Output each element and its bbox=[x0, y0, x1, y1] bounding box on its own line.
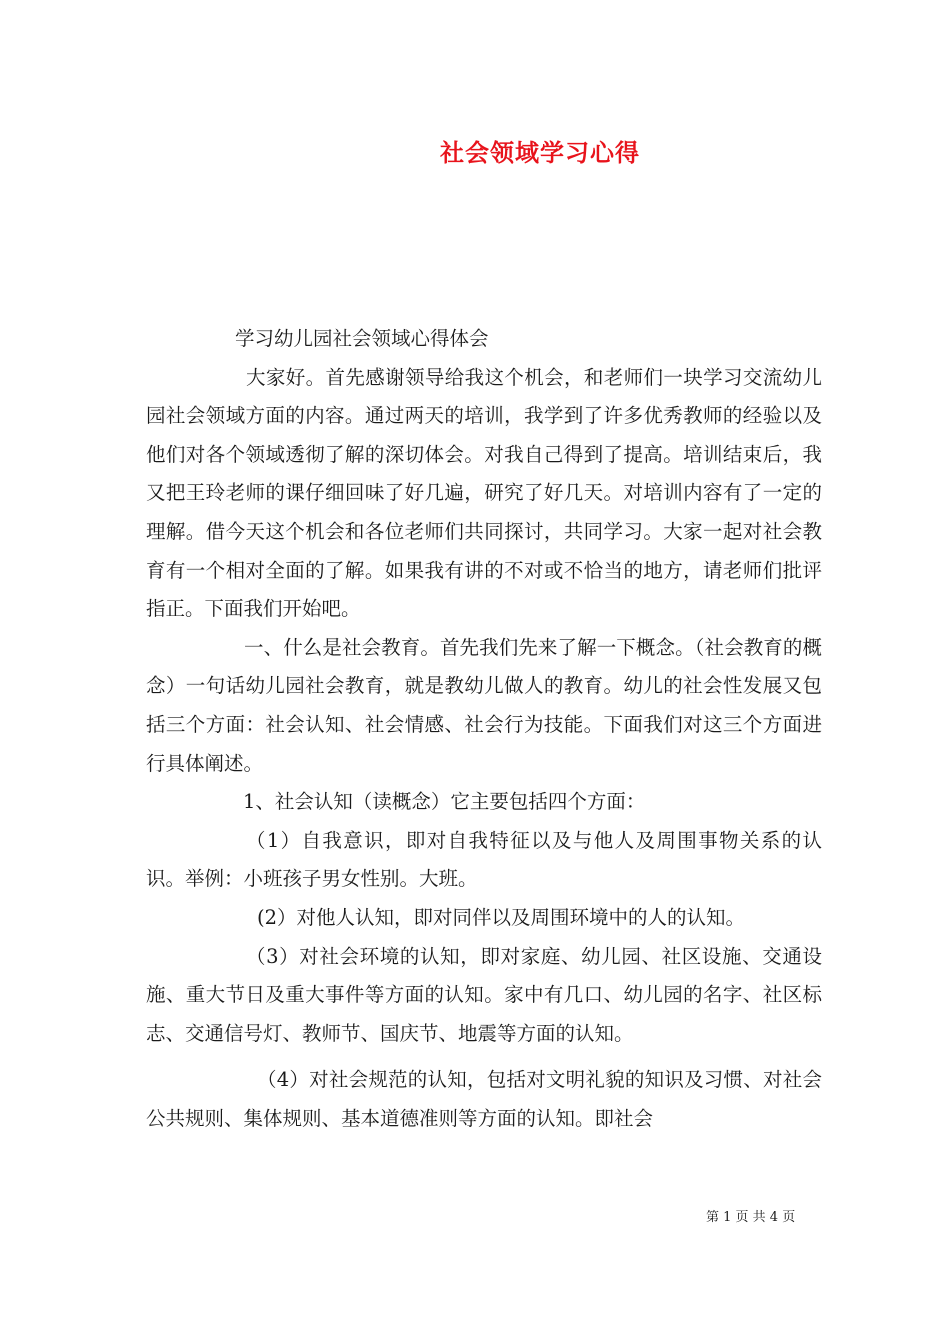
paragraph-list-1: 1、社会认知（读概念）它主要包括四个方面： bbox=[243, 790, 646, 814]
page-footer: 第 1 页 共 4 页 bbox=[706, 1210, 796, 1225]
paragraph-section-1: 一、什么是社会教育。首先我们先来了解一下概念。（社会教育的概念）一句话幼儿园社会教育，就是教幼儿做人的教育。幼儿的社会性发展又包括三个方面：社会认知、社会情感、社会行为技能。下面我们对这三个方面进行具体阐述。 bbox=[146, 635, 822, 775]
paragraph-item-3: （3）对社会环境的认知，即对家庭、幼儿园、社区设施、交通设施、重大节日及重大事件等方面的认知。家中有几口、幼儿园的名字、社区标志、交通信号灯、教师节、国庆节、地震等方面的认知。 bbox=[146, 944, 822, 1045]
paragraph-item-2: (2）对他人认知，即对同伴以及周围环境中的人的认知。 bbox=[257, 905, 746, 929]
paragraph-spacer bbox=[146, 1053, 822, 1061]
document-body bbox=[146, 320, 822, 1138]
document-subtitle: 学习幼儿园社会领域心得体会 bbox=[235, 327, 489, 350]
document-title: 社会领域学习心得 bbox=[440, 138, 640, 167]
paragraph-item-4: （4）对社会规范的认知，包括对文明礼貌的知识及习惯、对社会公共规则、集体规则、基本道德准则等方面的认知。即社会 bbox=[146, 1068, 822, 1130]
paragraph-greeting: 大家好。首先感谢领导给我这个机会，和老师们一块学习交流幼儿园社会领域方面的内容。通过两天的培训，我学到了许多优秀教师的经验以及他们对各个领域透彻了解的深切体会。对我自己得到了提高。培训结束后，我又把王玲老师的课仔细回味了好几遍，研究了好几天。对培训内容有了一定的理解。借今天这个机会和各位老师们共同探讨，共同学习。大家一起对社会教育有一个相对全面的了解。如果我有讲的不对或不恰当的地方，请老师们批评指正。下面我们开始吧。 bbox=[146, 365, 822, 621]
paragraph-item-1: （1）自我意识，即对自我特征以及与他人及周围事物关系的认识。举例：小班孩子男女性别。大班。 bbox=[146, 828, 822, 891]
